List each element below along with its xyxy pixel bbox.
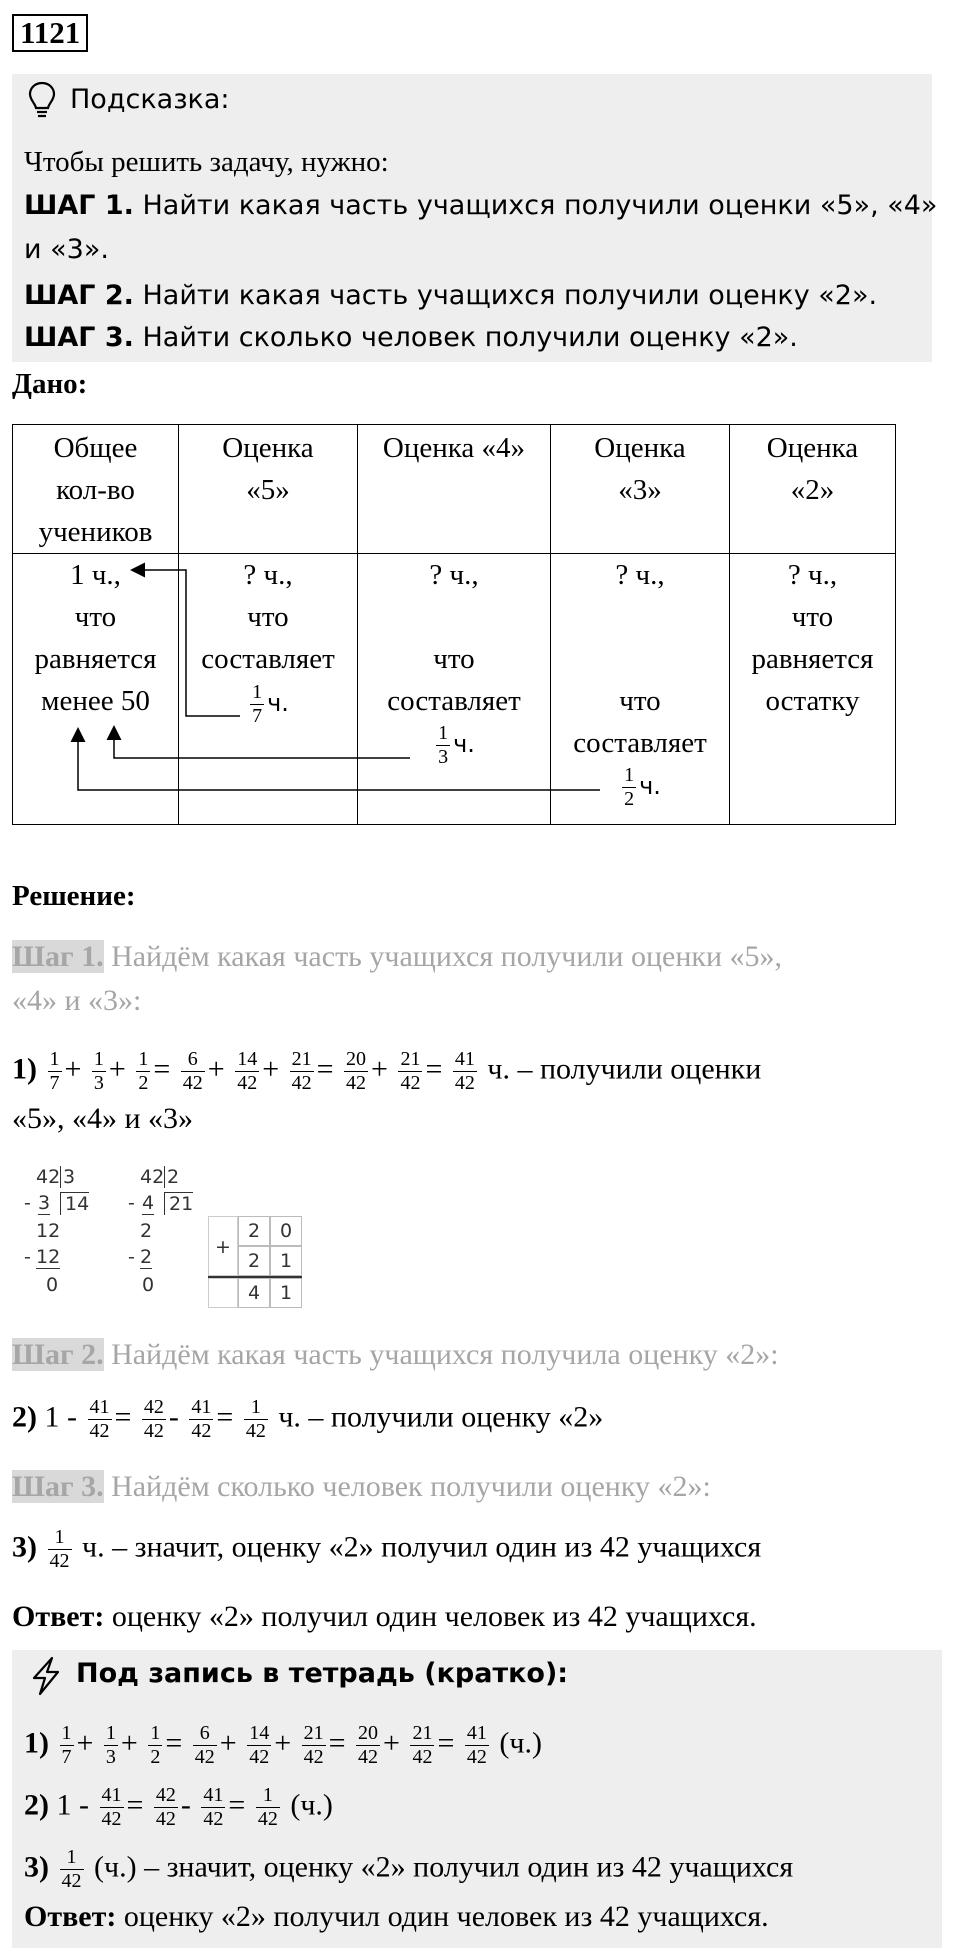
hint-step-text: Найти какая часть учащихся получили оценки «5», «4»	[142, 190, 938, 221]
fraction: $\frac{1}{42}$	[257, 1784, 278, 1830]
fraction: $\frac{6}{42}$	[182, 1048, 203, 1094]
cell-two: ? ч., что равняется остатку	[730, 554, 896, 825]
fraction: $\frac{41}{42}$	[203, 1784, 224, 1830]
hint-title: Подсказка:	[70, 84, 230, 115]
solution-answer: Ответ: оценку «2» получил один человек из 42 учащихся.	[12, 1600, 757, 1633]
fraction: $\frac{41}{42}$	[101, 1784, 122, 1830]
hint-step-label: ШАГ 2.	[24, 280, 134, 311]
solution-label: Решение:	[12, 880, 136, 912]
solution-line-3: 3) $\frac{1}{42}$ ч. – значит, оценку «2» получил один из 42 учащихся	[12, 1526, 762, 1572]
fraction: $\frac{21}{42}$	[400, 1048, 421, 1094]
header-four: Оценка «4»	[358, 425, 551, 554]
solution-line-1-cont: «5», «4» и «3»	[12, 1102, 194, 1135]
cell-three: ? ч., что составляет $\frac{1}{2}$ ч.	[551, 554, 730, 825]
cell-four: ? ч., что составляет $\frac{1}{3}$ ч.	[358, 554, 551, 825]
fraction: $\frac{1}{7}$	[61, 1722, 72, 1768]
fraction: $\frac{21}{42}$	[291, 1048, 312, 1094]
fraction: $\frac{14}{42}$	[249, 1722, 270, 1768]
notebook-answer: Ответ: оценку «2» получил один человек из 42 учащихся.	[24, 1900, 769, 1933]
relation-arrows	[0, 0, 960, 840]
fraction: $\frac{1}{7}$	[252, 680, 263, 727]
hint-step-label: ШАГ 1.	[24, 190, 134, 221]
fraction: $\frac{42}{42}$	[155, 1784, 176, 1830]
fraction: $\frac{21}{42}$	[303, 1722, 324, 1768]
solution-line-2: 2) 1 - $\frac{41}{42}$ = $\frac{42}{42}$ - $\frac{41}{42}$ = $\frac{1}{42}$ ч. – получили оценку «2»	[12, 1396, 604, 1442]
fraction: $\frac{1}{3}$	[93, 1048, 104, 1094]
division-42-by-3: 42 3 - 3 14 12 - 12 0	[24, 1166, 90, 1296]
fraction: $\frac{21}{42}$	[412, 1722, 433, 1768]
notebook-title: Под запись в тетрадь (кратко):	[76, 1658, 569, 1689]
fraction: $\frac{42}{42}$	[143, 1396, 164, 1442]
fraction: $\frac{41}{42}$	[466, 1722, 487, 1768]
solution-step-2: Шаг 2. Найдём какая часть учащихся получила оценку «2»:	[12, 1338, 779, 1371]
header-three: Оценка «3»	[551, 425, 730, 554]
solution-step-3: Шаг 3. Найдём сколько человек получили оценку «2»:	[12, 1470, 711, 1503]
division-42-by-2: 42 2 - 4 21 2 - 2 0	[128, 1166, 194, 1296]
hint-step-label: ШАГ 3.	[24, 322, 134, 353]
step-label: Шаг 2.	[12, 1338, 104, 1371]
task-number: 1121	[12, 14, 88, 52]
header-two: Оценка «2»	[730, 425, 896, 554]
fraction: $\frac{1}{2}$	[138, 1048, 149, 1094]
hint-step-1-cont: и «3».	[24, 234, 109, 265]
fraction: $\frac{41}{42}$	[191, 1396, 212, 1442]
hint-step-text: Найти какая часть учащихся получили оценку «2».	[142, 280, 878, 311]
step-label: Шаг 3.	[12, 1470, 104, 1503]
fraction: $\frac{20}{42}$	[346, 1048, 367, 1094]
cell-five: ? ч., что составляет $\frac{1}{7}$ ч.	[179, 554, 358, 825]
notebook-line-3: 3) $\frac{1}{42}$ (ч.) – значит, оценку «2» получил один из 42 учащихся	[24, 1846, 794, 1892]
notebook-line-2: 2) 1 - $\frac{41}{42}$ = $\frac{42}{42}$ - $\frac{41}{42}$ = $\frac{1}{42}$ (ч.)	[24, 1784, 333, 1830]
fraction: $\frac{1}{42}$	[245, 1396, 266, 1442]
fraction: $\frac{1}{2}$	[624, 764, 635, 810]
fraction: $\frac{1}{7}$	[49, 1048, 60, 1094]
fraction: $\frac{14}{42}$	[237, 1048, 258, 1094]
hint-intro: Чтобы решить задачу, нужно:	[24, 146, 389, 178]
fraction: $\frac{1}{42}$	[49, 1526, 70, 1572]
hint-step-text: Найти сколько человек получили оценку «2».	[142, 322, 798, 353]
fraction: $\frac{41}{42}$	[454, 1048, 475, 1094]
fraction: $\frac{1}{3}$	[438, 722, 449, 768]
fraction: $\frac{1}{3}$	[105, 1722, 116, 1768]
fraction: $\frac{41}{42}$	[89, 1396, 110, 1442]
solution-line-1: 1) $\frac{1}{7}$ + $\frac{1}{3}$ + $\frac{1}{2}$ = $\frac{6}{42}$ + $\frac{14}{42}$ + $\frac{21}{42}$ = $\frac{20}{42}$ + $\frac{21}{42}$ = $\frac{41}{42}$ ч. – получили оценки	[12, 1048, 762, 1094]
fraction: $\frac{1}{2}$	[150, 1722, 161, 1768]
solution-step-1: Шаг 1. Найдём какая часть учащихся получили оценки «5»,	[12, 940, 783, 973]
fraction: $\frac{1}{42}$	[61, 1846, 82, 1892]
step-label: Шаг 1.	[12, 940, 104, 973]
header-five: Оценка «5»	[179, 425, 358, 554]
fraction: $\frac{20}{42}$	[358, 1722, 379, 1768]
cell-total: 1 ч., что равняется менее 50	[13, 554, 179, 825]
notebook-line-1: 1) $\frac{1}{7}$ + $\frac{1}{3}$ + $\frac{1}{2}$ = $\frac{6}{42}$ + $\frac{14}{42}$ + $\frac{21}{42}$ = $\frac{20}{42}$ + $\frac{21}{42}$ = $\frac{41}{42}$ (ч.)	[24, 1722, 542, 1768]
header-total: Общее кол-во учеников	[13, 425, 179, 554]
given-label: Дано:	[12, 368, 88, 400]
lightning-icon	[28, 1656, 64, 1696]
solution-step-1-cont: «4» и «3»:	[12, 984, 142, 1017]
column-addition: + 2 0 2 1 4 1	[208, 1216, 308, 1316]
fraction: $\frac{6}{42}$	[194, 1722, 215, 1768]
